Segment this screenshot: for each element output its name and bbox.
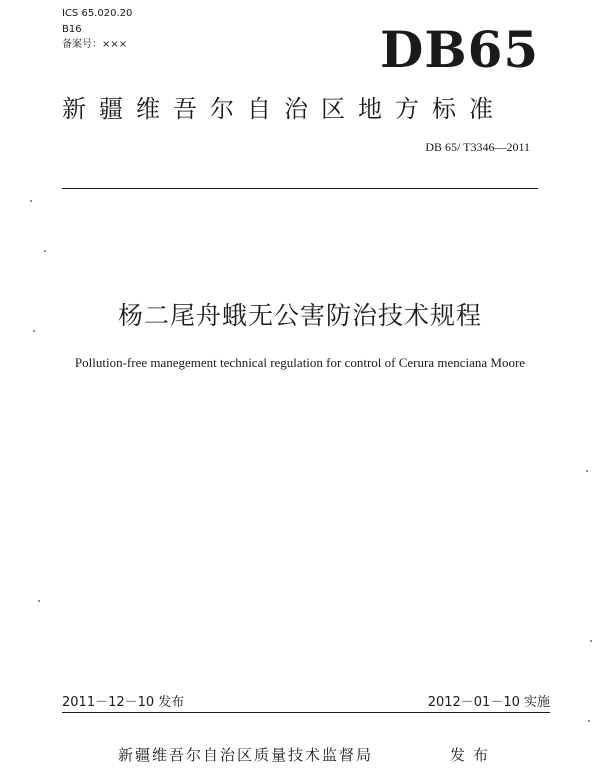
issue-label: 发布	[450, 746, 497, 764]
issue-date: 2011－12－10 发布	[62, 695, 185, 710]
scan-speck	[590, 640, 592, 642]
ics-code: ICS 65.020.20	[62, 8, 133, 19]
scan-speck	[44, 250, 46, 252]
scan-speck	[33, 330, 35, 332]
scan-speck	[586, 470, 588, 472]
record-number: 备案号：×××	[62, 39, 128, 50]
standard-logo: DB65	[380, 20, 540, 79]
issuing-authority: 新疆维吾尔自治区质量技术监督局	[118, 746, 374, 764]
category-code: B16	[62, 24, 82, 35]
document-title-chinese: 杨二尾舟蛾无公害防治技术规程	[117, 301, 482, 330]
scan-speck	[30, 200, 32, 202]
bottom-divider	[62, 712, 550, 713]
scan-speck	[38, 600, 40, 602]
scan-speck	[588, 720, 590, 722]
document-title-english: Pollution-free manegement technical regulation for control of Cerura menciana Moore	[74, 355, 526, 370]
standard-type-heading: 新疆维吾尔自治区地方标准	[62, 95, 506, 123]
standard-number: DB 65/ T3346—2011	[425, 140, 530, 154]
implementation-date: 2012－01－10 实施	[427, 695, 550, 710]
top-divider	[62, 188, 538, 189]
